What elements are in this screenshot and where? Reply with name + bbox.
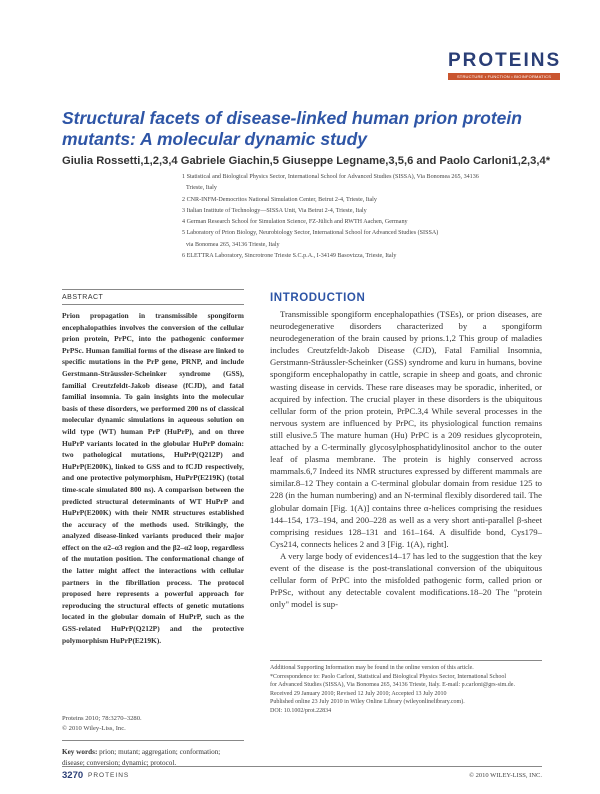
footnote-line: Received 29 January 2010; Revised 12 July 2010; Accepted 13 July 2010 — [270, 690, 447, 697]
article-title: Structural facets of disease-linked human prion protein mutants: A molecular dynamic study — [62, 108, 522, 149]
citation-line: © 2010 Wiley-Liss, Inc. — [62, 724, 126, 732]
affiliations — [182, 172, 542, 262]
journal-logo-word: PROTEINS — [448, 50, 562, 71]
footnote-line: DOI: 10.1002/prot.22834 — [270, 707, 332, 714]
citation — [62, 714, 244, 733]
keywords-text: prion; mutant; aggregation; conformation; disease; conversion; dynamic; protocol. — [62, 748, 221, 767]
keywords-label: Key words: — [62, 748, 98, 756]
author-list: Giulia Rossetti,1,2,3,4 Gabriele Giachin,5 Giuseppe Legname,3,5,6 and Paolo Carloni1,2,3,4* — [62, 155, 551, 167]
citation-line: Proteins 2010; 78:3270–3280. — [62, 715, 142, 722]
footnote-line: for Advanced Studies (SISSA), Via Bonomea 265, 34136 Trieste, Italy. E-mail: p.carloni@grs-sim.de. — [270, 682, 515, 688]
affiliation-line: 6 ELETTRA Laboratory, Sincrotrone Trieste S.C.p.A., I-34149 Basovizza, Trieste, Italy — [182, 253, 397, 260]
footnote — [270, 664, 542, 715]
introduction-heading: INTRODUCTION — [270, 292, 366, 304]
footer-rule — [62, 766, 542, 767]
affiliation-line: Trieste, Italy — [186, 185, 217, 192]
affiliation-line: 1 Statistical and Biological Physics Sector, International School for Advanced Studies (SISSA), Via Bonomea 265, 34136 — [182, 174, 479, 180]
abstract-top-rule — [62, 289, 244, 290]
affiliation-line: 2 CNR-INFM-Democritos National Simulation Center, Beirut 2-4, Trieste, Italy — [182, 196, 377, 203]
footnote-rule — [270, 660, 542, 661]
keywords-rule — [62, 740, 244, 741]
page-number: 3270 — [62, 770, 84, 781]
footer-journal-name: PROTEINS — [88, 772, 130, 779]
introduction-body — [270, 308, 542, 610]
affiliation-line: via Bonomea 265, 34136 Trieste, Italy — [186, 241, 280, 248]
journal-logo-tagline: STRUCTURE • FUNCTION • BIOINFORMATICS — [448, 73, 560, 80]
introduction-paragraph: A very large body of evidences14–17 has led to the suggestion that the key event of the disease is the post-translational conversion of the ubiquitous cellular form of PrPC into the misfolded pathogenic form, called prion or PrPSc, without any detectable covalent modifications.18–20 The "protein only" model is sup- — [270, 550, 542, 610]
abstract-heading: ABSTRACT — [62, 294, 104, 301]
affiliation-line: 5 Laboratory of Prion Biology, Neurobiology Sector, International School for Advanced Studies (SISSA) — [182, 230, 439, 237]
abstract-heading-rule — [62, 304, 244, 305]
journal-logo — [448, 50, 560, 80]
affiliation-line: 3 Italian Institute of Technology—SISSA Unit, Via Beirut 2-4, Trieste, Italy — [182, 207, 367, 214]
affiliation-line: 4 German Research School for Simulation Science, FZ-Jülich and RWTH Aachen, Germany — [182, 219, 408, 226]
footer-copyright: © 2010 WILEY-LISS, INC. — [469, 772, 542, 779]
introduction-paragraph: Transmissible spongiform encephalopathies (TSEs), or prion diseases, are neurodegenerative disorders characterized by a spongiform neurodegeneration of the brain caused by prions.1,2 This group of maladies includes Creutzfeldt-Jakob Disease (CJD), Fatal Familial Insomnia, Gerstmann-Sträussler-Scheinker (GSS) syndrome and kuru in humans, bovine spongiform encephalopathy in cattle, scrapie in sheep and goats, and chronic wasting disease in cervids. These rare diseases may be sporadic, inherited, or acquired by infection. The crucial player in these disorders is the ubiquitous cellular form of the prion protein, PrPC.3,4 While several processes in the nervous system are influenced by PrPC, its physiological function remains still elusive.5 The mature human (Hu) PrPC is a 209 residues glycoprotein, attached by a C-terminally glycosylphosphatidylinositol anchor to the outer leaf of plasma membrane. The protein is highly conserved across mammals.6,7 Indeed its NMR structures expressed by different mammals are similar.8–12 They contain a C-terminal globular domain from residue 125 to 228 (in the human numbering) and an N-terminal flexibly disordered tail. The globular domain [Fig. 1(A)] contains three α-helices comprising the residues 144–154, 173–194, and 200–228 as well as a very short anti-parallel β-sheet comprising residues 128–131 and 161–164. A disulfide bond, Cys179–Cys214, connects helices 2 and 3 [Fig. 1(A), right]. — [270, 309, 542, 549]
abstract-text: Prion propagation in transmissible spongiform encephalopathies involves the conversion of the cellular prion protein, PrPC, into the pathogenic conformer PrPSc. Human familial forms of the disease are linked to specific mutations in the PrP gene, PRNP, and include Gerstmann-Sträussler-Scheinker syndrome (GSS), familial Creutzfeldt-Jakob disease (fCJD), and fatal familial insomnia. To gain insights into the molecular basis of these disorders, we performed 200 ns of classical molecular dynamic simulations in aqueous solution on wild type (WT) human PrP (HuPrP), and on three HuPrP variants located in the globular HuPrP domain: two pathological mutations, HuPrP(Q212P) and HuPrP(E200K), linked to GSS and to fCJD respectively, and one protective polymorphism, HuPrP(E219K) (total time-scale simulated 800 ns). A comparison between the predicted structural determinants of WT HuPrP and HuPrP(E200K) with their NMR structures established the accuracy of the methods used. Strikingly, the analyzed disease-linked variants produced their major effect on the α2–α3 region and the β2–α2 loop, regardless of the mutation position. The conformational change of the latter might affect the interactions with cellular partners in the fibrillation process. The protocol proposed here represents a powerful approach for reproducing the structural effects of genetic mutations located in the globular domain of HuPrP, such as the GSS-related HuPrP(Q212P) and the protective polymorphism HuPrP(E219K). — [62, 311, 244, 645]
footnote-line: Published online 23 July 2010 in Wiley Online Library (wileyonlinelibrary.com). — [270, 699, 465, 705]
footnote-line: Additional Supporting Information may be found in the online version of this article. — [270, 665, 474, 671]
footnote-line: *Correspondence to: Paolo Carloni, Statistical and Biological Physics Sector, International School — [270, 673, 507, 680]
